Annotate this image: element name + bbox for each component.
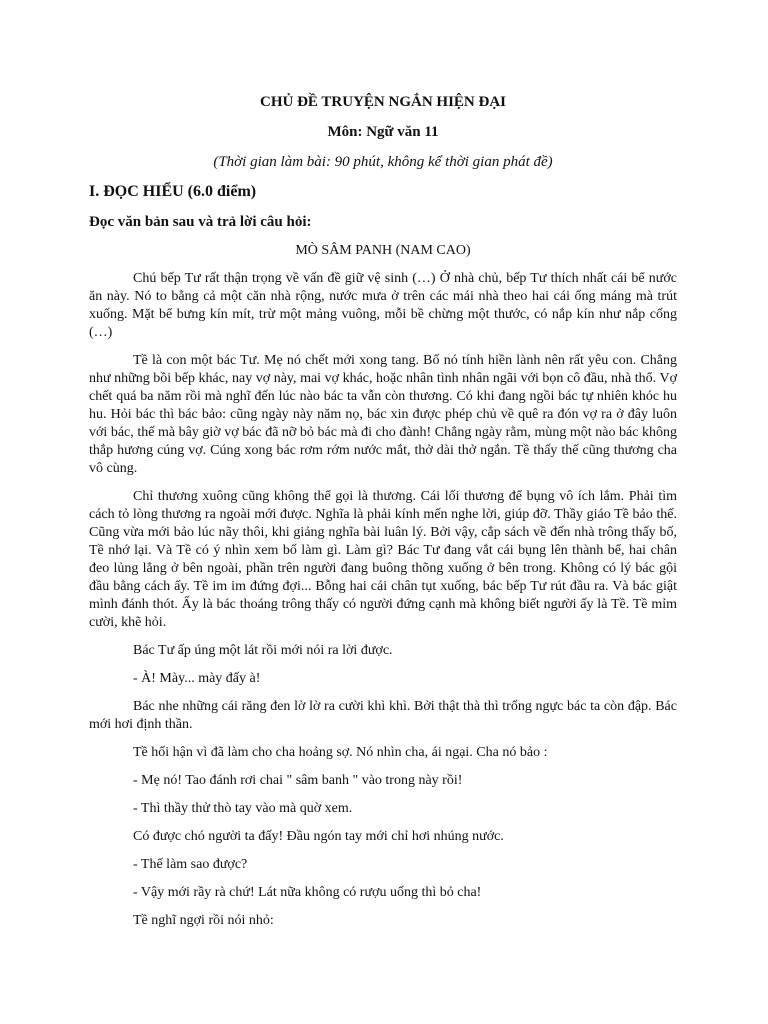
exam-timing: (Thời gian làm bài: 90 phút, không kể thời gian phát đề) [213, 154, 553, 170]
paragraph: - Thế làm sao được? [133, 857, 248, 872]
section-heading: I. ĐỌC HIỂU (6.0 điểm) [89, 183, 257, 200]
paragraph: - À! Mày... mày đấy à! [133, 671, 261, 686]
paragraph: - Mẹ nó! Tao đánh rơi chai " sâm banh " vào trong này rồi! [133, 773, 463, 788]
story-title: MÒ SÂM PANH (NAM CAO) [295, 243, 471, 258]
paragraph: Chỉ thương xuông cũng không thể gọi là thương. Cái lối thương để bụng vô ích lắm. Phải tìm cách tỏ lòng thương ra ngoài mới được. Nghĩa là phải kính mến nghe lời, giúp đỡ. Thầy giáo Tề bảo thế. Cũng vừa mới bảo lúc nãy thôi, khi giảng nghĩa bài luân lý. Bởi vậy, cắp sách về đến nhà trông thấy bố, Tề nhớ lại. Và Tề có ý nhìn xem bố làm gì. Làm gì? Bác Tư đang vắt cái bụng lên thành bể, hai chân đeo lủng lẳng ở bên ngoài, phần trên người đang buông thõng xuống ở bên trong. Không có lý bác gội đầu bằng cách ấy. Tề im im đứng đợi... Bỗng hai cái chân tụt xuống, bác bếp Tư rút đầu ra. Và bác giật mình đánh thót. Ấy là bác thoáng trông thấy có người đứng cạnh mà không biết người ấy là Tề. Tề mỉm cười, khẽ hỏi. [89, 489, 677, 630]
paragraph: - Thì thầy thử thò tay vào mà quờ xem. [133, 801, 353, 816]
subject-line: Môn: Ngữ văn 11 [327, 124, 439, 140]
instruction-text: Đọc văn bản sau và trả lời câu hỏi: [89, 214, 312, 230]
paragraph: Tề hối hận vì đã làm cho cha hoảng sợ. Nó nhìn cha, ái ngại. Cha nó bảo : [133, 745, 548, 760]
paragraph: Tề nghĩ ngợi rồi nói nhỏ: [133, 913, 274, 928]
paragraph: Chú bếp Tư rất thận trọng về vấn đề giữ vệ sinh (…) Ở nhà chủ, bếp Tư thích nhất cái bể nước ăn này. Nó to bằng cả một căn nhà rộng, nước mưa ở trên các mái nhà theo hai cái ống máng mà trút xuống. Mặt bể bưng kín mít, trừ một mảng vuông, mỗi bề chừng một thước, có nắp kín như nắp cống (…) [89, 271, 677, 340]
paragraph: Có được chó người ta đấy! Đầu ngón tay mới chỉ hơi nhúng nước. [133, 829, 504, 844]
document-content [89, 92, 677, 930]
document-title: CHỦ ĐỀ TRUYỆN NGẮN HIỆN ĐẠI [260, 94, 506, 110]
paragraph: Bác nhe những cái răng đen lờ lờ ra cười khì khì. Bởi thật thà thì trống ngực bác ta còn đập. Bác mới hơi định thần. [89, 699, 677, 732]
paragraph: - Vậy mới rầy rà chứ! Lát nữa không có rượu uống thì bỏ cha! [133, 885, 482, 900]
paragraph: Tề là con một bác Tư. Mẹ nó chết mới xong tang. Bố nó tính hiền lành nên rất yêu con. Chẳng như những bồi bếp khác, nay vợ này, mai vợ khác, hoặc nhân tình nhân ngãi với bọn cô đầu, nhà thổ. Vợ chết quá ba năm rồi mà nghĩ đến lúc nào bác ta vẫn còn thương. Có khi đang ngồi bác tự nhiên khóc hu hu. Hỏi bác thì bác bảo: cũng ngày này năm nọ, bác xin được phép chủ về quê ra đón vợ ra ở đây luôn với bác, thế mà bây giờ vợ bác đã nỡ bỏ bác mà đi cho đành! Chẳng ngày rằm, mùng một nào bác không thắp hương cúng vợ. Cúng xong bác rơm rớm nước mắt, thở dài thở ngắn. Tề thấy thế cũng thương cha vô cùng. [89, 353, 677, 476]
paragraph: Bác Tư ấp úng một lát rồi mới nói ra lời được. [133, 643, 393, 658]
